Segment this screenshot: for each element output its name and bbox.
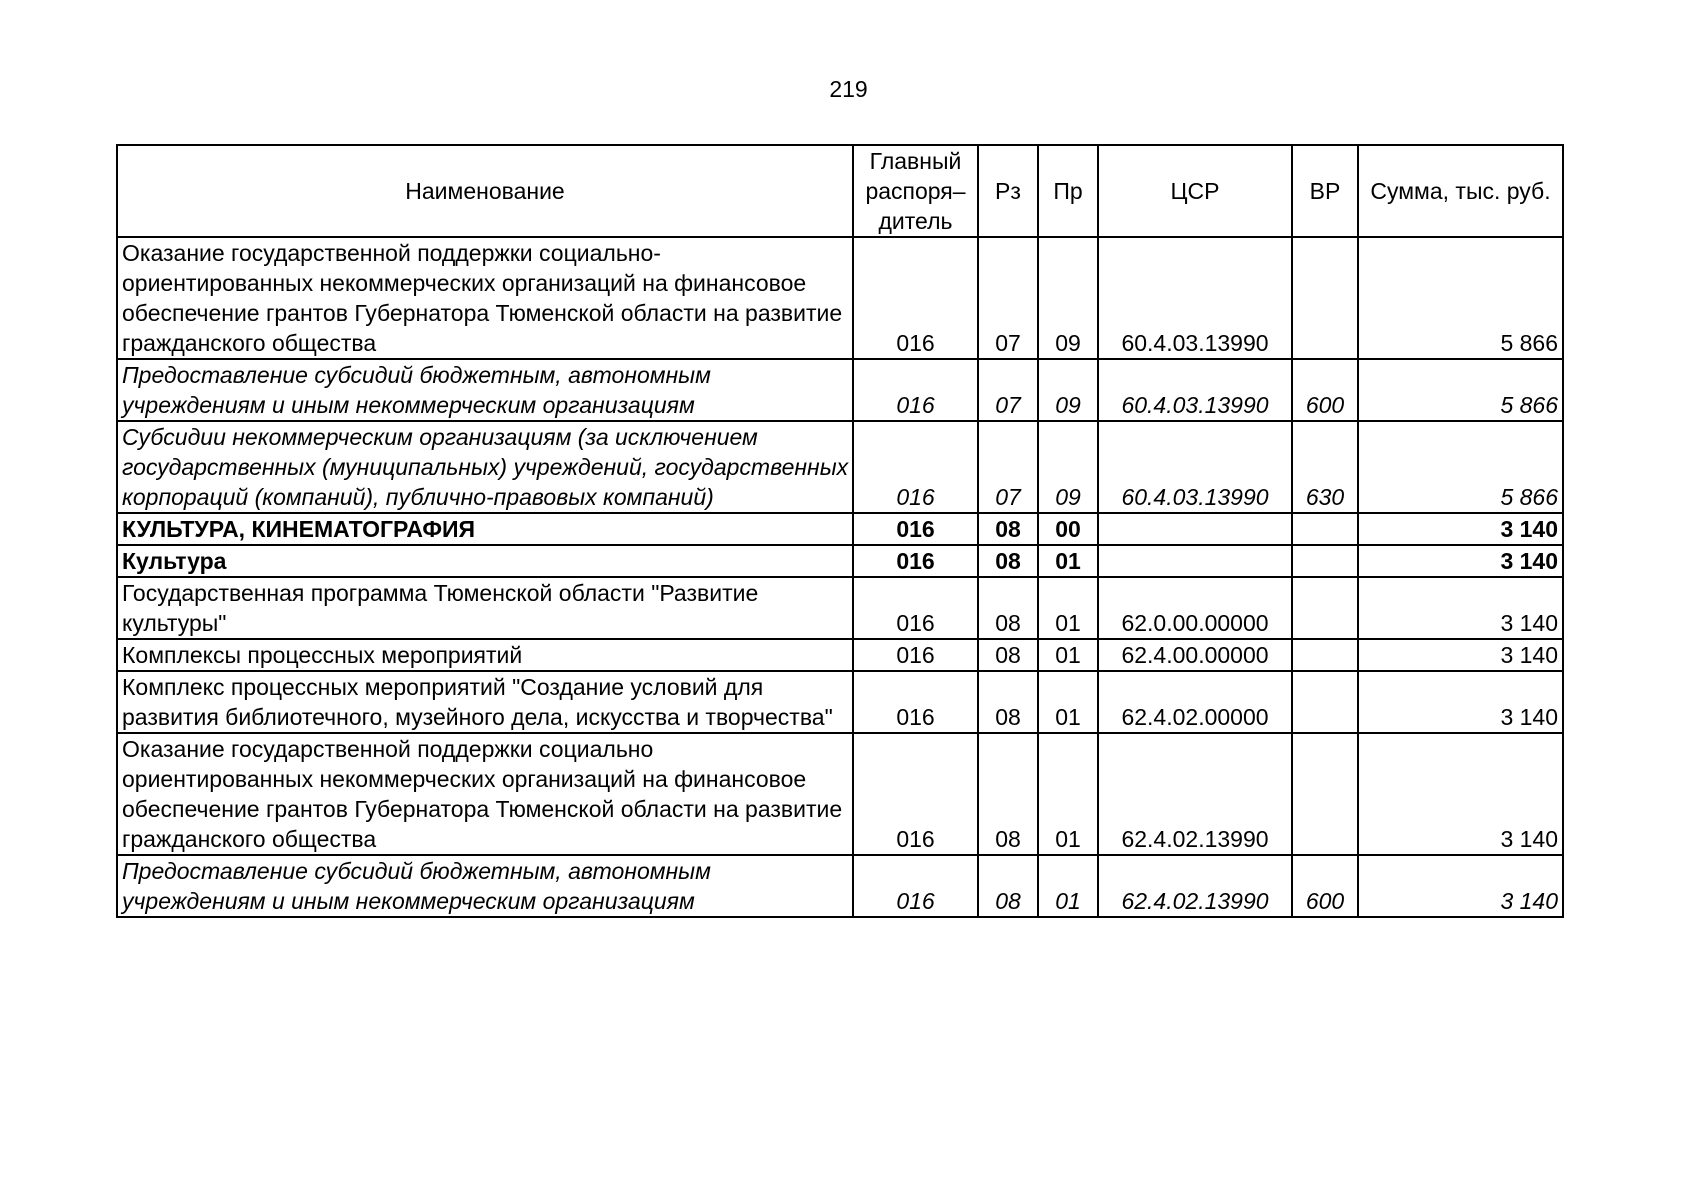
row-grs: 016 (853, 733, 978, 855)
table-row (117, 359, 1563, 421)
row-grs: 016 (853, 513, 978, 545)
row-rz: 08 (978, 733, 1038, 855)
row-grs: 016 (853, 855, 978, 917)
table-row (117, 421, 1563, 513)
table-row (117, 545, 1563, 577)
row-sum: 3 140 (1358, 639, 1563, 671)
row-vr (1292, 513, 1358, 545)
row-vr: 600 (1292, 359, 1358, 421)
header-name: Наименование (117, 145, 853, 237)
table-row (117, 855, 1563, 917)
row-sum: 3 140 (1358, 733, 1563, 855)
row-rz: 08 (978, 545, 1038, 577)
budget-table (116, 144, 1564, 918)
row-csr: 62.4.02.00000 (1098, 671, 1292, 733)
header-vr: ВР (1292, 145, 1358, 237)
row-pr: 01 (1038, 545, 1098, 577)
row-sum: 5 866 (1358, 359, 1563, 421)
row-pr: 01 (1038, 577, 1098, 639)
row-grs: 016 (853, 545, 978, 577)
row-pr: 01 (1038, 855, 1098, 917)
row-rz: 08 (978, 577, 1038, 639)
row-csr: 62.4.02.13990 (1098, 855, 1292, 917)
table-header-row (117, 145, 1563, 237)
row-grs: 016 (853, 671, 978, 733)
row-vr: 630 (1292, 421, 1358, 513)
row-csr (1098, 545, 1292, 577)
row-name: Предоставление субсидий бюджетным, автономным учреждениям и иным некоммерческим организациям (117, 359, 853, 421)
row-vr (1292, 545, 1358, 577)
row-rz: 08 (978, 855, 1038, 917)
header-pr: Пр (1038, 145, 1098, 237)
row-grs: 016 (853, 359, 978, 421)
row-vr (1292, 671, 1358, 733)
row-name: Оказание государственной поддержки социально-ориентированных некоммерческих организаций на финансовое обеспечение грантов Губернатора Тюменской области на развитие гражданского общества (117, 237, 853, 359)
row-csr: 60.4.03.13990 (1098, 421, 1292, 513)
row-pr: 00 (1038, 513, 1098, 545)
row-grs: 016 (853, 421, 978, 513)
row-rz: 08 (978, 513, 1038, 545)
row-sum: 3 140 (1358, 577, 1563, 639)
table-row (117, 513, 1563, 545)
row-sum: 3 140 (1358, 545, 1563, 577)
row-sum: 3 140 (1358, 671, 1563, 733)
row-csr: 62.4.02.13990 (1098, 733, 1292, 855)
row-sum: 3 140 (1358, 513, 1563, 545)
table-row (117, 639, 1563, 671)
row-csr (1098, 513, 1292, 545)
header-rz: Рз (978, 145, 1038, 237)
row-rz: 07 (978, 237, 1038, 359)
row-rz: 08 (978, 639, 1038, 671)
row-grs: 016 (853, 639, 978, 671)
row-pr: 09 (1038, 237, 1098, 359)
row-rz: 08 (978, 671, 1038, 733)
row-name: Предоставление субсидий бюджетным, автономным учреждениям и иным некоммерческим организациям (117, 855, 853, 917)
row-name: Государственная программа Тюменской области "Развитие культуры" (117, 577, 853, 639)
row-sum: 5 866 (1358, 421, 1563, 513)
row-name: Комплексы процессных мероприятий (117, 639, 853, 671)
row-vr (1292, 237, 1358, 359)
row-pr: 09 (1038, 421, 1098, 513)
row-name: Культура (117, 545, 853, 577)
table-row (117, 577, 1563, 639)
row-vr: 600 (1292, 855, 1358, 917)
row-rz: 07 (978, 359, 1038, 421)
header-grs: Главный распоря–дитель (853, 145, 978, 237)
row-grs: 016 (853, 577, 978, 639)
row-vr (1292, 733, 1358, 855)
row-name: Оказание государственной поддержки социально ориентированных некоммерческих организаций на финансовое обеспечение грантов Губернатора Тюменской области на развитие гражданского общества (117, 733, 853, 855)
table-row (117, 237, 1563, 359)
row-sum: 3 140 (1358, 855, 1563, 917)
table-row (117, 733, 1563, 855)
row-vr (1292, 577, 1358, 639)
row-csr: 60.4.03.13990 (1098, 237, 1292, 359)
row-pr: 01 (1038, 639, 1098, 671)
row-name: Комплекс процессных мероприятий "Создание условий для развития библиотечного, музейного дела, искусства и творчества" (117, 671, 853, 733)
header-sum: Сумма, тыс. руб. (1358, 145, 1563, 237)
row-sum: 5 866 (1358, 237, 1563, 359)
row-name: КУЛЬТУРА, КИНЕМАТОГРАФИЯ (117, 513, 853, 545)
row-rz: 07 (978, 421, 1038, 513)
row-pr: 01 (1038, 671, 1098, 733)
row-vr (1292, 639, 1358, 671)
header-csr: ЦСР (1098, 145, 1292, 237)
page-number: 219 (829, 76, 868, 102)
row-pr: 09 (1038, 359, 1098, 421)
row-csr: 62.4.00.00000 (1098, 639, 1292, 671)
row-name: Субсидии некоммерческим организациям (за исключением государственных (муниципальных) учреждений, государственных корпораций (компаний), публично-правовых компаний) (117, 421, 853, 513)
row-csr: 62.0.00.00000 (1098, 577, 1292, 639)
row-grs: 016 (853, 237, 978, 359)
row-csr: 60.4.03.13990 (1098, 359, 1292, 421)
row-pr: 01 (1038, 733, 1098, 855)
table-row (117, 671, 1563, 733)
